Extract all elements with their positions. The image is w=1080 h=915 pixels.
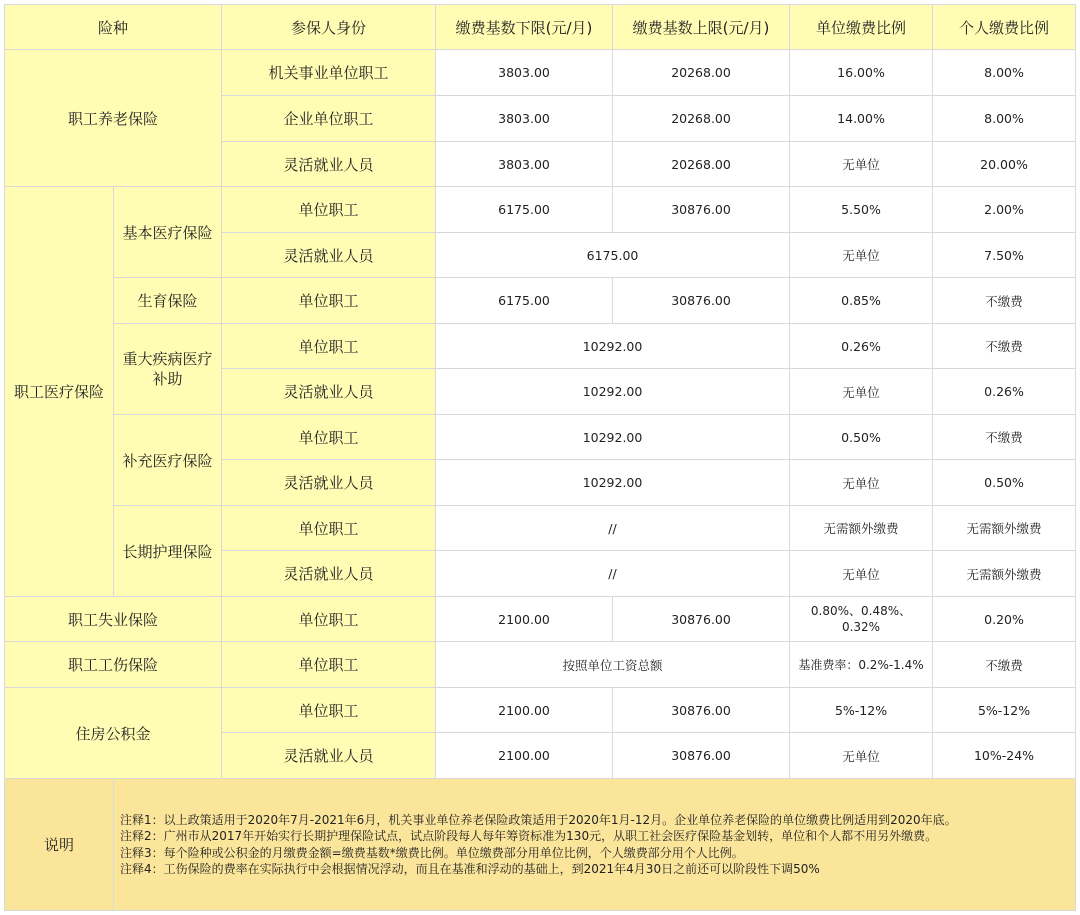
header-upper: 缴费基数上限(元/月) <box>613 5 790 50</box>
base-cell: 10292.00 <box>436 369 790 415</box>
upper-cell: 20268.00 <box>613 96 790 142</box>
lower-cell: 6175.00 <box>436 278 613 324</box>
table-row <box>5 642 1076 688</box>
personal-rate-cell: 不缴费 <box>933 415 1076 460</box>
base-cell: 10292.00 <box>436 415 790 460</box>
identity-cell: 单位职工 <box>222 597 436 642</box>
personal-rate-cell: 0.20% <box>933 597 1076 642</box>
identity-cell: 灵活就业人员 <box>222 369 436 415</box>
identity-cell: 单位职工 <box>222 642 436 688</box>
unit-rate-cell: 5.50% <box>790 187 933 233</box>
identity-cell: 灵活就业人员 <box>222 233 436 278</box>
lower-cell: 2100.00 <box>436 597 613 642</box>
base-cell: 10292.00 <box>436 324 790 369</box>
lower-cell: 3803.00 <box>436 50 613 96</box>
lower-cell: 2100.00 <box>436 733 613 779</box>
base-cell: 10292.00 <box>436 460 790 506</box>
identity-cell: 灵活就业人员 <box>222 142 436 187</box>
identity-cell: 单位职工 <box>222 278 436 324</box>
work-injury-label: 职工工伤保险 <box>5 642 222 688</box>
unit-rate-cell: 基准费率：0.2%-1.4% <box>790 642 933 688</box>
lower-cell: 6175.00 <box>436 187 613 233</box>
table-row <box>5 324 1076 369</box>
unit-rate-cell: 0.85% <box>790 278 933 324</box>
upper-cell: 30876.00 <box>613 187 790 233</box>
medical-label: 职工医疗保险 <box>5 187 114 597</box>
identity-cell: 单位职工 <box>222 324 436 369</box>
upper-cell: 30876.00 <box>613 278 790 324</box>
identity-cell: 机关事业单位职工 <box>222 50 436 96</box>
unemployment-label: 职工失业保险 <box>5 597 222 642</box>
unit-rate-cell: 无单位 <box>790 142 933 187</box>
identity-cell: 单位职工 <box>222 187 436 233</box>
serious-illness-label: 重大疾病医疗补助 <box>114 324 222 415</box>
unit-rate-cell: 0.80%、0.48%、0.32% <box>790 597 933 642</box>
unit-rate-cell: 无单位 <box>790 460 933 506</box>
note-line-1: 注释1：以上政策适用于2020年7月-2021年6月，机关事业单位养老保险政策适用于2020年1月-12月。企业单位养老保险的单位缴费比例适用到2020年底。 <box>120 812 957 827</box>
table-row <box>5 688 1076 733</box>
personal-rate-cell: 无需额外缴费 <box>933 551 1076 597</box>
table-row <box>5 597 1076 642</box>
supplementary-medical-label: 补充医疗保险 <box>114 415 222 506</box>
unit-rate-cell: 5%-12% <box>790 688 933 733</box>
table-row <box>5 187 1076 233</box>
table-row <box>5 415 1076 460</box>
identity-cell: 单位职工 <box>222 506 436 551</box>
lower-cell: 3803.00 <box>436 142 613 187</box>
header-type: 险种 <box>5 5 222 50</box>
note-line-3: 注释3：每个险种或公积金的月缴费金额=缴费基数*缴费比例。单位缴费部分用单位比例，个人缴费部分用个人比例。 <box>120 845 744 860</box>
table-row <box>5 50 1076 96</box>
header-row <box>5 5 1076 50</box>
personal-rate-cell: 不缴费 <box>933 278 1076 324</box>
personal-rate-cell: 10%-24% <box>933 733 1076 779</box>
personal-rate-cell: 5%-12% <box>933 688 1076 733</box>
lower-cell: 3803.00 <box>436 96 613 142</box>
header-unit-rate: 单位缴费比例 <box>790 5 933 50</box>
identity-cell: 灵活就业人员 <box>222 460 436 506</box>
upper-cell: 20268.00 <box>613 50 790 96</box>
personal-rate-cell: 8.00% <box>933 50 1076 96</box>
personal-rate-cell: 7.50% <box>933 233 1076 278</box>
lower-cell: 2100.00 <box>436 688 613 733</box>
personal-rate-cell: 不缴费 <box>933 324 1076 369</box>
maternity-label: 生育保险 <box>114 278 222 324</box>
unit-rate-cell: 无单位 <box>790 233 933 278</box>
identity-cell: 灵活就业人员 <box>222 551 436 597</box>
personal-rate-cell: 0.50% <box>933 460 1076 506</box>
upper-cell: 30876.00 <box>613 688 790 733</box>
header-personal-rate: 个人缴费比例 <box>933 5 1076 50</box>
personal-rate-cell: 8.00% <box>933 96 1076 142</box>
base-cell: 6175.00 <box>436 233 790 278</box>
upper-cell: 20268.00 <box>613 142 790 187</box>
base-cell: // <box>436 551 790 597</box>
upper-cell: 30876.00 <box>613 733 790 779</box>
identity-cell: 灵活就业人员 <box>222 733 436 779</box>
unit-rate-cell: 0.26% <box>790 324 933 369</box>
notes-content <box>114 779 1076 911</box>
unit-rate-cell: 无单位 <box>790 733 933 779</box>
table-row <box>5 278 1076 324</box>
personal-rate-cell: 0.26% <box>933 369 1076 415</box>
identity-cell: 单位职工 <box>222 415 436 460</box>
base-cell: 按照单位工资总额 <box>436 642 790 688</box>
unit-rate-cell: 14.00% <box>790 96 933 142</box>
note-line-2: 注释2：广州市从2017年开始实行长期护理保险试点，试点阶段每人每年筹资标准为130元，从职工社会医疗保险基金划转，单位和个人都不用另外缴费。 <box>120 829 938 843</box>
base-cell: // <box>436 506 790 551</box>
note-line-4: 注释4：工伤保险的费率在实际执行中会根据情况浮动，而且在基准和浮动的基础上，到2021年4月30日之前还可以阶段性下调50% <box>120 862 820 876</box>
identity-cell: 单位职工 <box>222 688 436 733</box>
unit-rate-cell: 无单位 <box>790 551 933 597</box>
personal-rate-cell: 20.00% <box>933 142 1076 187</box>
notes-row <box>5 779 1076 911</box>
notes-label: 说明 <box>5 779 114 911</box>
housing-fund-label: 住房公积金 <box>5 688 222 779</box>
basic-medical-label: 基本医疗保险 <box>114 187 222 278</box>
table-row <box>5 506 1076 551</box>
personal-rate-cell: 2.00% <box>933 187 1076 233</box>
identity-cell: 企业单位职工 <box>222 96 436 142</box>
upper-cell: 30876.00 <box>613 597 790 642</box>
header-identity: 参保人身份 <box>222 5 436 50</box>
unit-rate-cell: 无需额外缴费 <box>790 506 933 551</box>
personal-rate-cell: 不缴费 <box>933 642 1076 688</box>
pension-label: 职工养老保险 <box>5 50 222 187</box>
header-lower: 缴费基数下限(元/月) <box>436 5 613 50</box>
unit-rate-cell: 16.00% <box>790 50 933 96</box>
personal-rate-cell: 无需额外缴费 <box>933 506 1076 551</box>
insurance-table <box>4 4 1076 911</box>
unit-rate-cell: 0.50% <box>790 415 933 460</box>
long-term-care-label: 长期护理保险 <box>114 506 222 597</box>
unit-rate-cell: 无单位 <box>790 369 933 415</box>
